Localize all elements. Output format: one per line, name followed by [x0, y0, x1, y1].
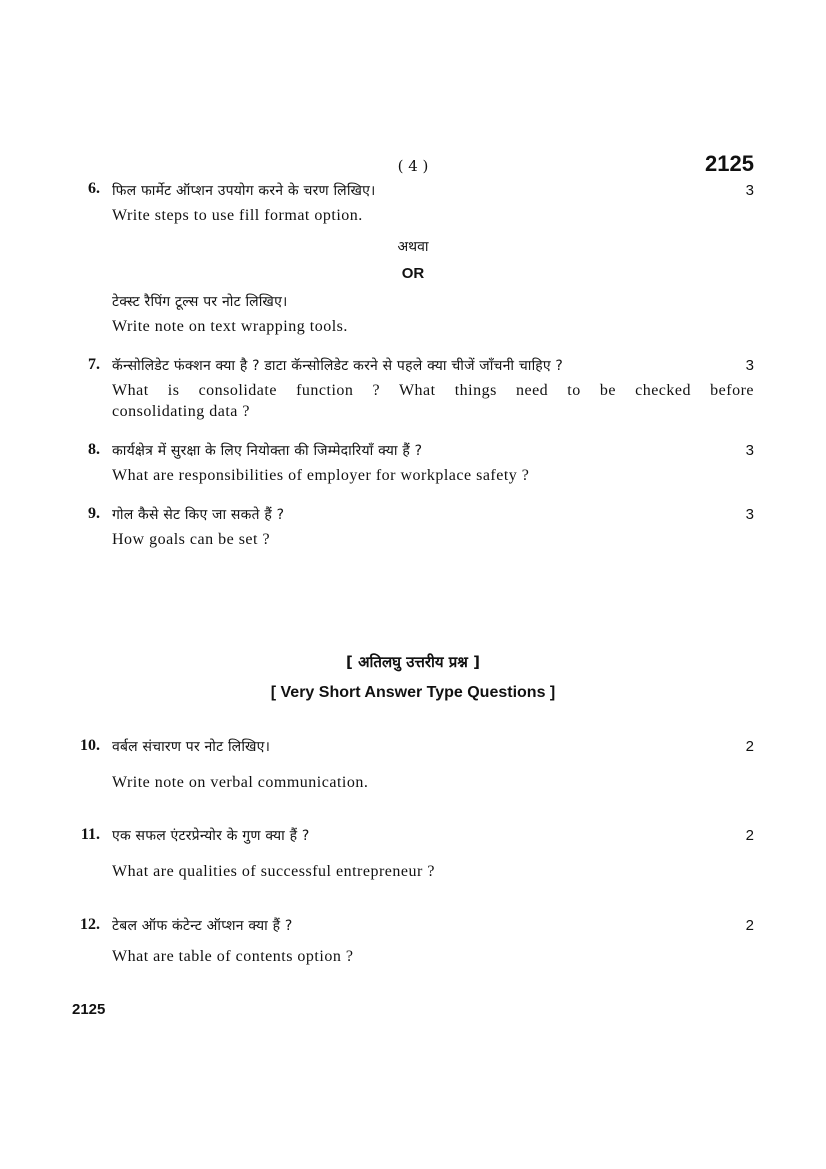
question-hindi: कॅन्सोलिडेट फंक्शन क्या है ? डाटा कॅन्सोलिडेट करने से पहले क्या चीजें जाँचनी चाहिए ?	[112, 358, 564, 374]
question-english-line2: consolidating data ?	[112, 403, 250, 420]
question-english: What are responsibilities of employer for workplace safety ?	[112, 467, 530, 484]
question-hindi: वर्बल संचारण पर नोट लिखिए।	[112, 739, 271, 755]
question-marks: 2	[745, 827, 754, 844]
paper-code-top: 2125	[705, 151, 754, 176]
paper-code-bottom: 2125	[72, 1001, 106, 1018]
question-english: Write note on verbal communication.	[112, 774, 369, 791]
question-marks: 3	[745, 357, 754, 374]
question-marks: 3	[745, 442, 754, 459]
question-number: 8.	[88, 441, 100, 458]
question-number: 10.	[80, 737, 100, 754]
page-number: ( 4 )	[397, 157, 429, 175]
or-hindi: अथवा	[397, 239, 429, 255]
question-marks: 2	[745, 917, 754, 934]
question-number: 6.	[88, 180, 100, 197]
question-hindi: टेबल ऑफ कंटेन्ट ऑप्शन क्या हैं ?	[112, 918, 293, 934]
or-english: OR	[401, 265, 425, 282]
question-english: Write steps to use fill format option.	[112, 207, 363, 224]
question-number: 12.	[80, 916, 100, 933]
question-number: 9.	[88, 505, 100, 522]
question-english: What are table of contents option ?	[112, 948, 354, 965]
question-number: 11.	[80, 826, 100, 843]
question-english: Write note on text wrapping tools.	[112, 318, 348, 335]
section-heading-english: [ Very Short Answer Type Questions ]	[270, 684, 556, 701]
question-english: How goals can be set ?	[112, 531, 271, 548]
question-marks: 2	[745, 738, 754, 755]
question-number: 7.	[88, 356, 100, 373]
question-hindi: फिल फार्मेट ऑप्शन उपयोग करने के चरण लिखिए।	[112, 183, 376, 199]
section-heading-hindi: [ अतिलघु उत्तरीय प्रश्न ]	[346, 653, 480, 671]
question-hindi: कार्यक्षेत्र में सुरक्षा के लिए नियोक्ता की जिम्मेदारियाँ क्या हैं ?	[112, 443, 423, 459]
question-english: What are qualities of successful entrepreneur ?	[112, 863, 435, 880]
question-hindi: टेक्स्ट रैपिंग टूल्स पर नोट लिखिए।	[112, 294, 288, 310]
question-hindi: एक सफल एंटरप्रेन्योर के गुण क्या हैं ?	[112, 828, 310, 844]
question-marks: 3	[745, 506, 754, 523]
question-hindi: गोल कैसे सेट किए जा सकते हैं ?	[112, 507, 285, 523]
question-marks: 3	[745, 182, 754, 199]
question-english-line1: What is consolidate function ? What things need to be checked before	[112, 382, 754, 399]
